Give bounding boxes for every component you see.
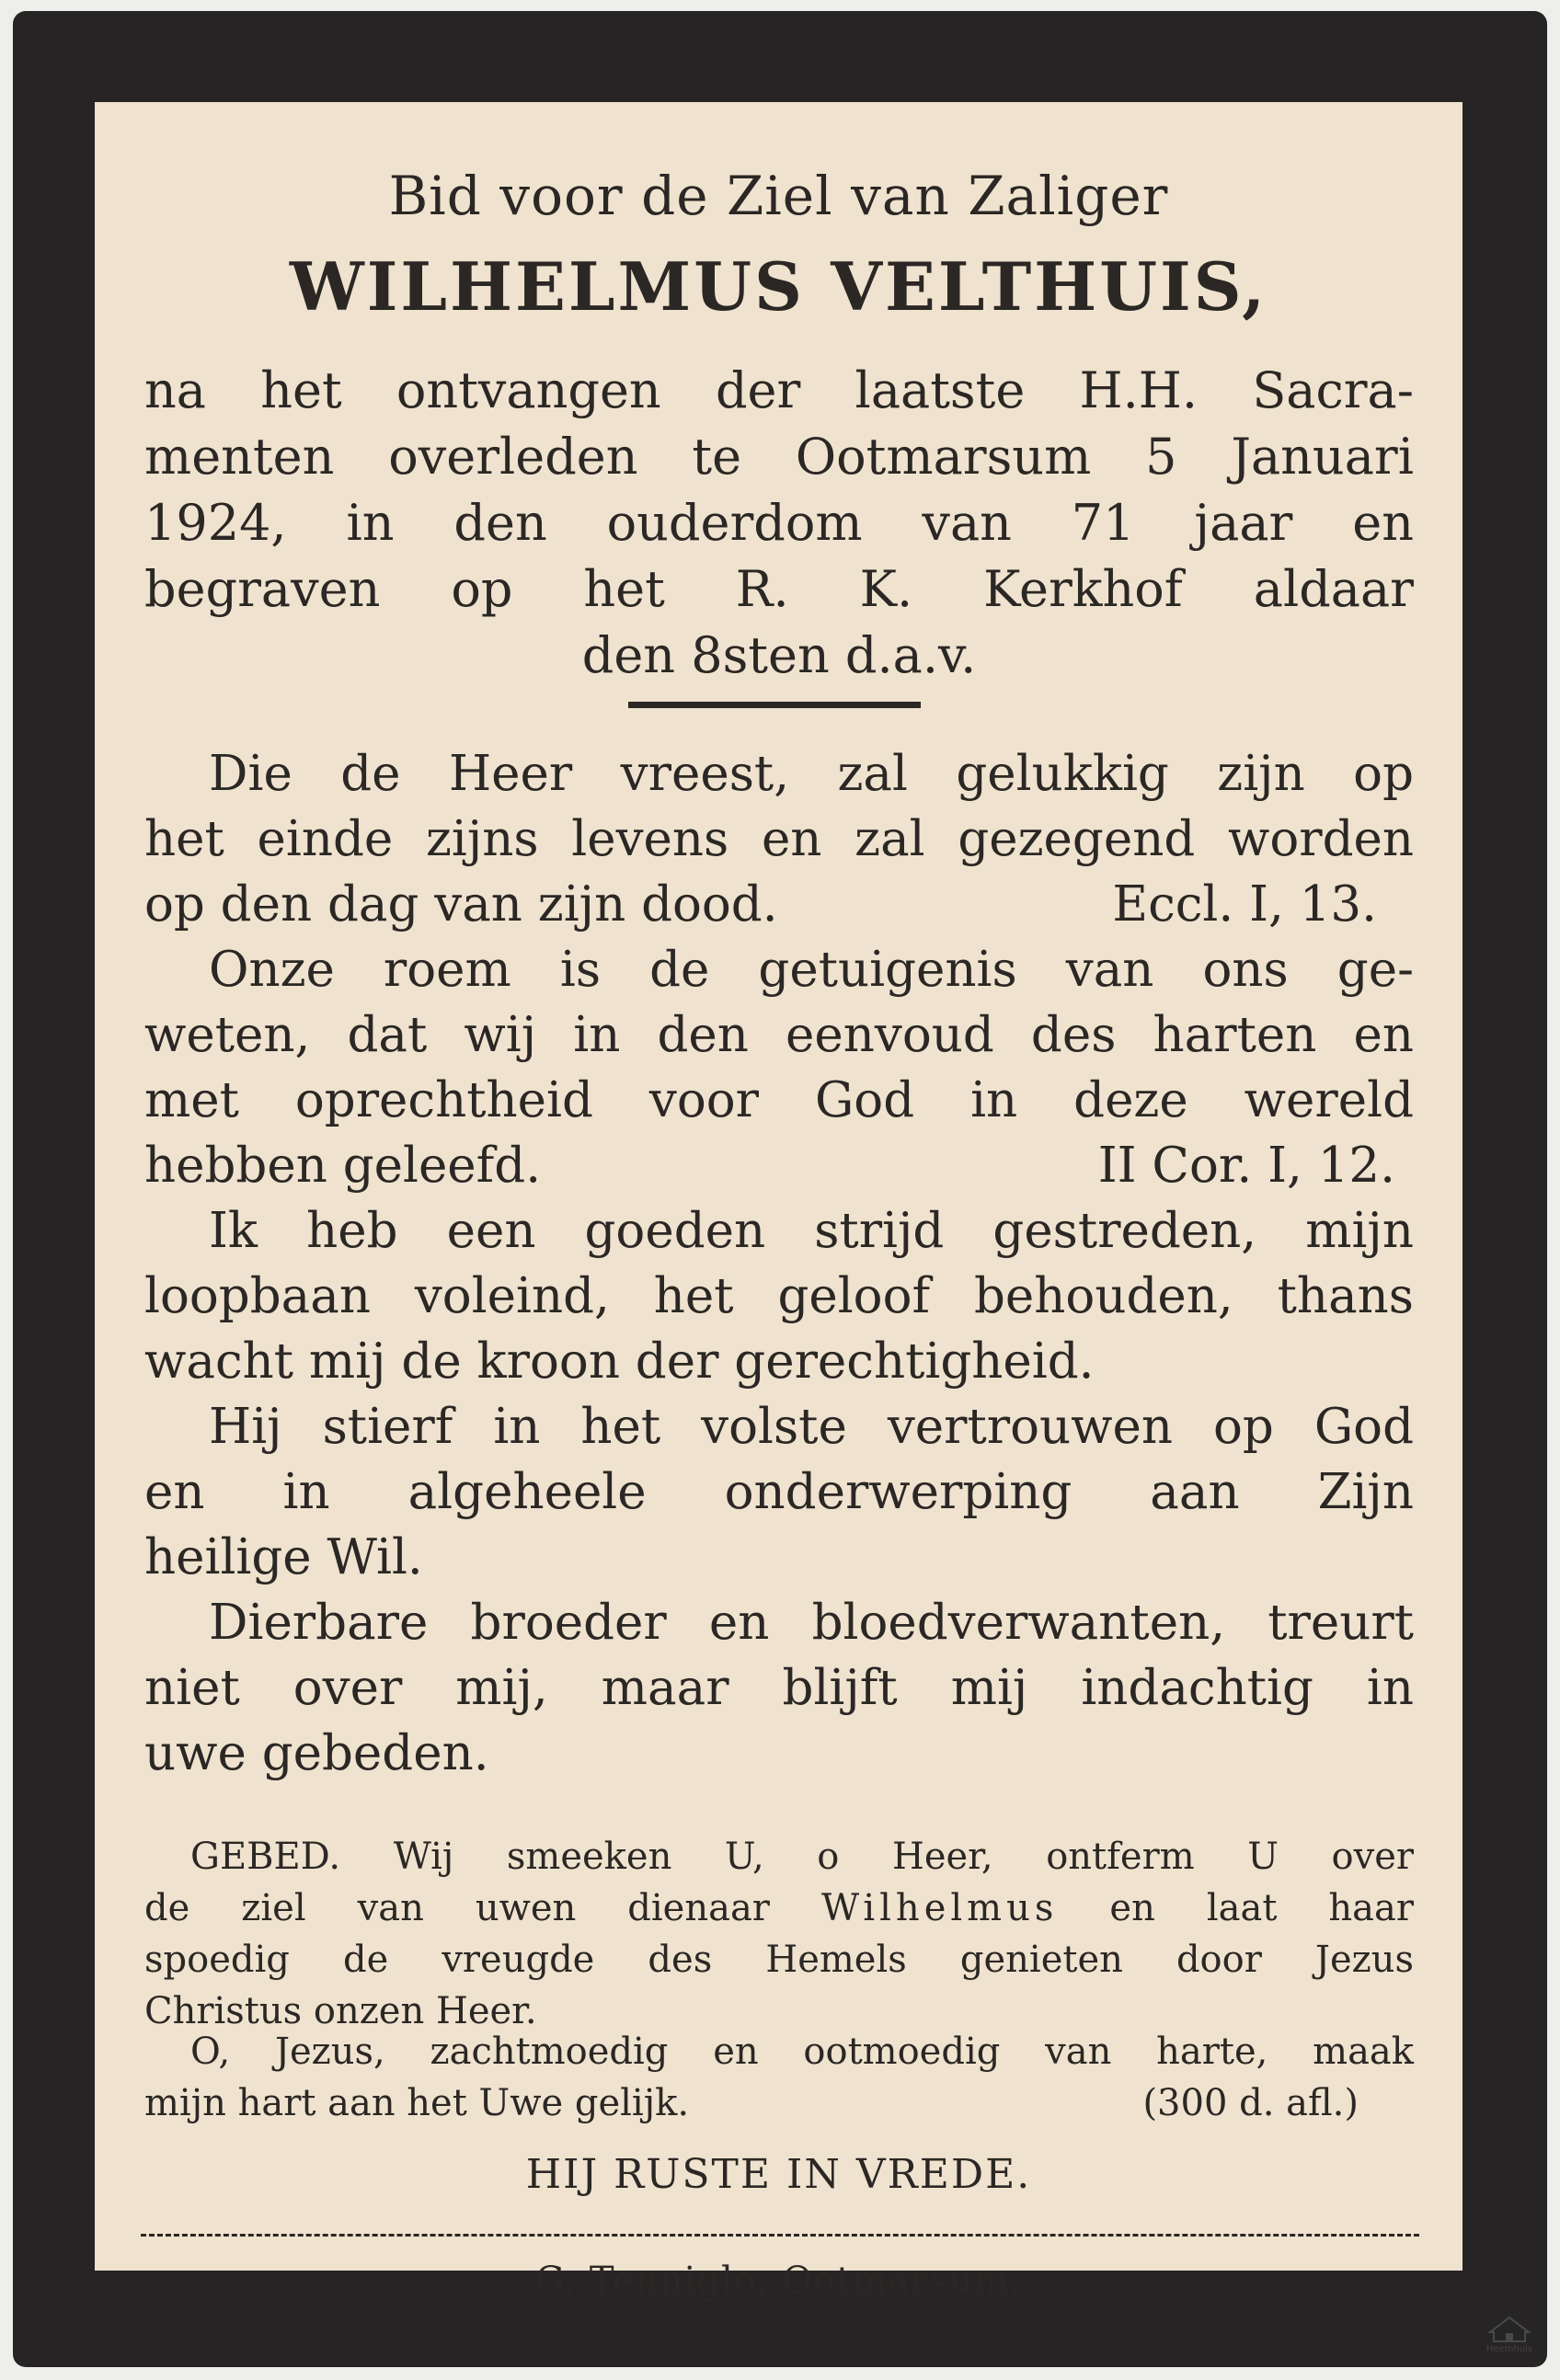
watermark-text: Heemhuis xyxy=(1485,2344,1533,2354)
prayer-text: de ziel van uwen dienaar xyxy=(144,1887,770,1929)
verse-1 xyxy=(144,741,1414,937)
verse-ref-line xyxy=(144,1133,1414,1198)
verses xyxy=(144,741,1414,1786)
announcement-line: den 8sten d.a.v. xyxy=(581,626,977,684)
verse-line: Onze roem is de getuigenis van ons ge- xyxy=(209,942,1414,998)
announcement-line: na het ontvangen der laatste H.H. Sacra- xyxy=(144,361,1414,419)
verse-line: uwe gebeden. xyxy=(144,1725,489,1781)
verse-line: heilige Wil. xyxy=(144,1529,423,1585)
deceased-name: WILHELMUS VELTHUIS, xyxy=(289,247,1268,326)
verse-2 xyxy=(144,937,1414,1198)
verse-line: en in algeheele onderwerping aan Zijn xyxy=(144,1464,1414,1520)
verse-line: niet over mij, maar blijft mij indachtig in xyxy=(144,1660,1414,1716)
verse-line: op den dag van zijn dood. xyxy=(144,876,778,933)
verse-line: hebben geleefd. xyxy=(144,1138,542,1194)
watermark-logo xyxy=(1483,2316,1536,2354)
verse-line: het einde zijns levens en zal gezegend worden xyxy=(144,811,1414,867)
prayer-name: Wilhelmus xyxy=(820,1887,1059,1929)
verse-line: Ik heb een goeden strijd gestreden, mijn xyxy=(209,1203,1414,1259)
prayer-line: Christus onzen Heer. xyxy=(144,1990,537,2032)
verse-line: loopbaan voleind, het geloof behouden, thans xyxy=(144,1268,1414,1324)
dashed-divider xyxy=(141,2234,1419,2237)
verse-4 xyxy=(144,1394,1414,1590)
verse-line: wacht mij de kroon der gerechtigheid. xyxy=(144,1333,1095,1390)
death-announcement xyxy=(144,358,1414,689)
divider-rule xyxy=(628,702,921,708)
closing-line: HIJ RUSTE IN VREDE. xyxy=(525,2151,1032,2198)
verse-line: Hij stierf in het volste vertrouwen op God xyxy=(209,1399,1414,1455)
prayer-line xyxy=(144,1882,1414,1934)
announcement-line: begraven op het R. K. Kerkhof aldaar xyxy=(144,560,1414,618)
verse-line: Dierbare broeder en bloedverwanten, treurt xyxy=(209,1595,1414,1651)
indulgence-note: (300 d. afl.) xyxy=(1142,2082,1359,2124)
prayer-line: GEBED. Wij smeeken U, o Heer, ontferm U over xyxy=(190,1836,1414,1878)
card-panel xyxy=(95,102,1462,2302)
invocation-line: O, Jezus, zachtmoedig en ootmoedig van harte, maak xyxy=(190,2031,1414,2073)
prayer-line: spoedig de vreugde des Hemels genieten door Jezus xyxy=(144,1939,1414,1981)
verse-5 xyxy=(144,1590,1414,1786)
verse-line: weten, dat wij in den eenvoud des harten en xyxy=(144,1007,1414,1063)
house-icon xyxy=(1483,2316,1536,2343)
invocation-line xyxy=(144,2077,1414,2129)
announcement-line: menten overleden te Ootmarsum 5 Januari xyxy=(144,428,1414,486)
verse-line: met oprechtheid voor God in deze wereld xyxy=(144,1072,1414,1128)
prayer xyxy=(144,1831,1414,2037)
verse-3 xyxy=(144,1198,1414,1394)
invocation xyxy=(144,2026,1414,2129)
invocation-text: mijn hart aan het Uwe gelijk. xyxy=(144,2082,690,2124)
prayer-text: en laat haar xyxy=(1109,1887,1414,1929)
verse-line: Die de Heer vreest, zal gelukkig zijn op xyxy=(209,746,1414,802)
printer-line: G. Tenniglo, Ootmarsum. xyxy=(534,2260,1023,2302)
announcement-line: 1924, in den ouderdom van 71 jaar en xyxy=(144,494,1414,552)
verse-reference: Eccl. I, 13. xyxy=(1112,876,1377,933)
verse-ref-line xyxy=(144,872,1414,937)
verse-reference: II Cor. I, 12. xyxy=(1097,1138,1395,1194)
intro-line: Bid voor de Ziel van Zaliger xyxy=(388,165,1169,227)
